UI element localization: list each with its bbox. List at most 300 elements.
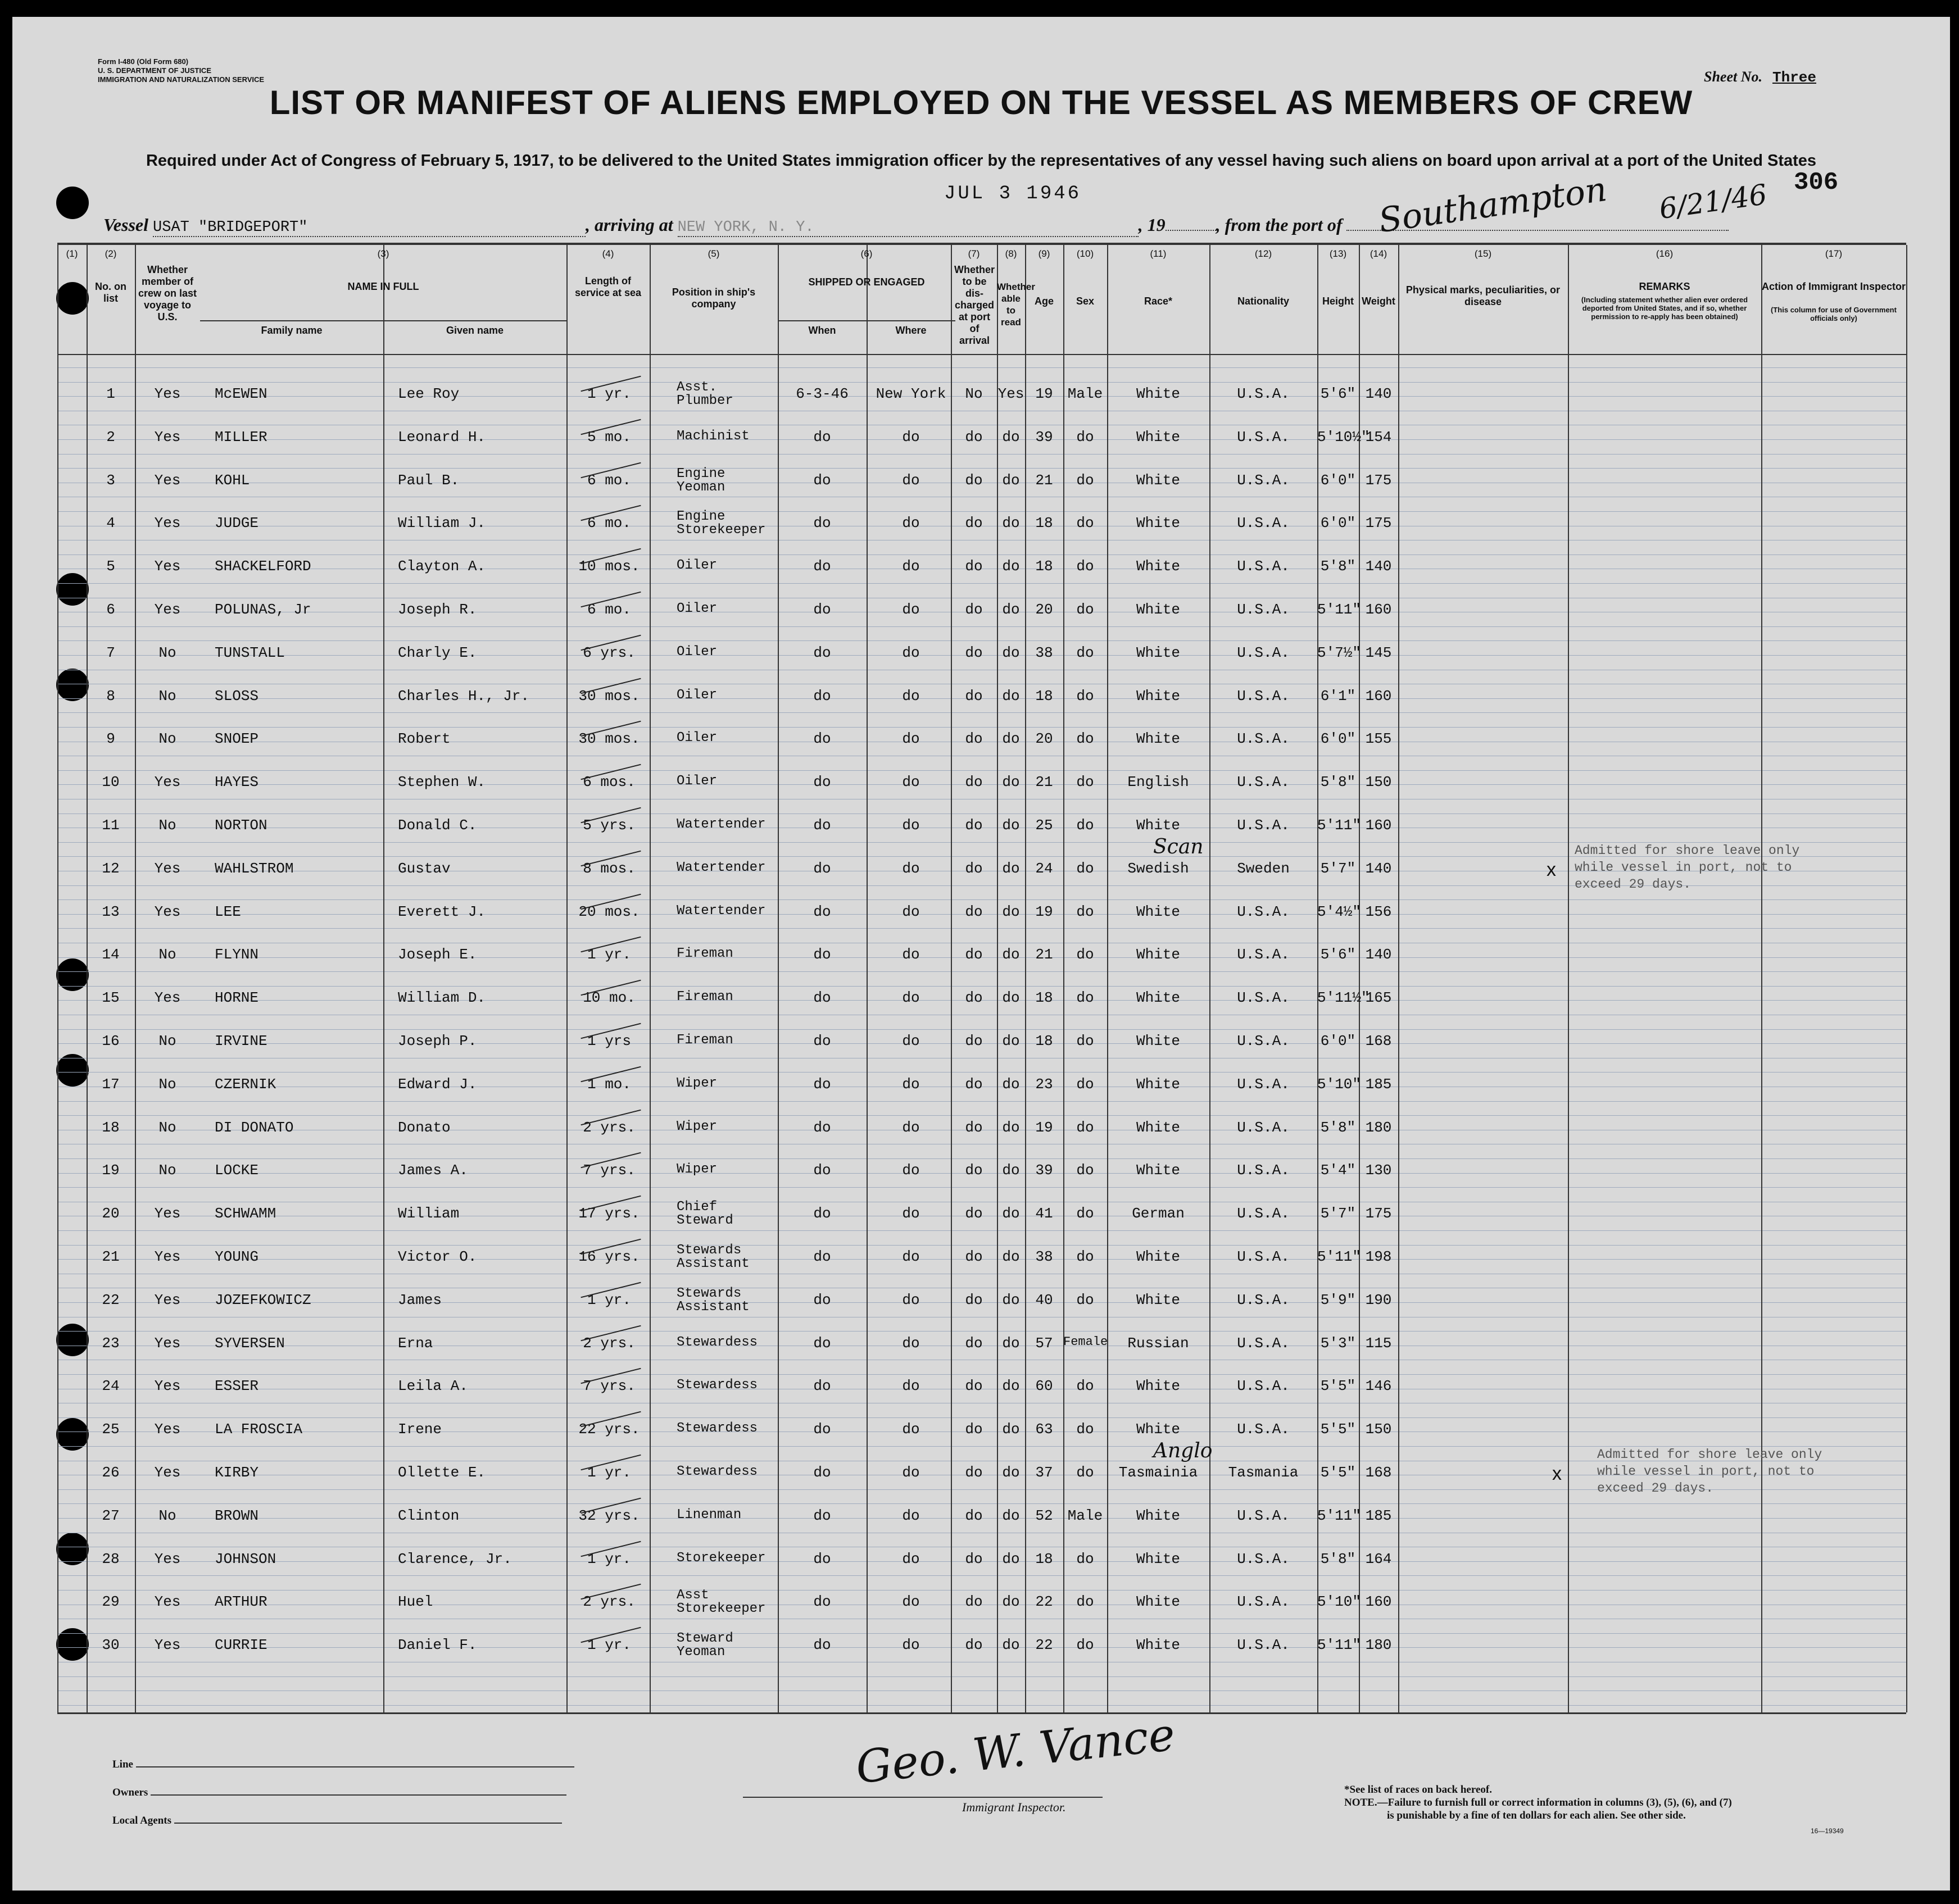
owners-label: Owners [112,1787,148,1798]
shipped-header-rule [778,320,955,321]
position-line: Fireman [677,1033,733,1048]
ledger-line [57,1374,1906,1375]
cell-height: 5'4½" [1317,903,1362,920]
cell-age: 18 [1035,558,1053,575]
column-number: (4) [602,248,614,259]
cell-disch: do [965,558,983,575]
remark-entry [1575,842,1799,893]
cell-member: Yes [154,774,181,791]
note-line: is punishable by a fine of ten dollars for each alien. See other side. [1387,1810,1686,1821]
ledger-line [57,1245,1906,1246]
cell-length: 17 yrs. [578,1205,640,1223]
cell-age: 21 [1035,471,1053,489]
position-line: Storekeeper [677,522,766,538]
cell-height: 6'0" [1320,730,1356,748]
cell-length: 32 yrs. [578,1507,640,1524]
position-line: Watertender [677,817,766,832]
cell-nat: U.S.A. [1237,1248,1290,1265]
column-number: (11) [1150,248,1167,259]
cell-age: 18 [1035,989,1053,1007]
cell-position [677,1163,778,1176]
cell-height: 5'3" [1320,1334,1356,1352]
cell-read: do [1002,1550,1020,1567]
position-line: Machinist [677,428,750,444]
cell-family: SCHWAMM [215,1205,276,1223]
cell-member: Yes [154,860,181,877]
cell-race: White [1136,1637,1180,1654]
cell-read: do [1002,1033,1020,1049]
punch-hole [56,1324,89,1356]
form-id-line: IMMIGRATION AND NATURALIZATION SERVICE [98,75,265,84]
cell-no: 22 [102,1291,120,1308]
cell-no: 2 [106,428,115,446]
cell-length: 6 mo. [587,471,631,489]
cell-race: White [1136,558,1180,575]
cell-given: Ollette E. [398,1464,486,1481]
column-number: (2) [105,248,117,259]
cell-disch: do [965,860,983,877]
ledger-line [57,382,1906,383]
cell-weight: 168 [1365,1033,1392,1049]
cell-where: do [902,1378,920,1395]
ledger-line [57,1158,1906,1159]
cell-no: 1 [106,385,115,402]
cell-age: 23 [1035,1075,1053,1093]
cell-disch: do [965,817,983,834]
cell-read: do [1002,1291,1020,1308]
cell-length: 5 yrs. [583,817,636,834]
agents-label: Local Agents [112,1815,172,1826]
cell-weight: 175 [1365,471,1392,489]
cell-age: 41 [1035,1205,1053,1223]
cell-race: Swedish [1127,860,1189,877]
cell-age: 18 [1035,515,1053,532]
signature-line [743,1797,1103,1798]
ledger-line [57,1590,1906,1591]
cell-length: 1 yr. [587,1291,631,1308]
cell-read: do [1002,1464,1020,1481]
cell-family: SLOSS [215,687,259,705]
cell-when: do [813,860,831,877]
column-rule [951,245,952,1712]
line-label: Line [112,1758,133,1770]
column-rule [997,245,998,1712]
cell-length: 1 mo. [587,1075,631,1093]
cell-when: do [813,1550,831,1567]
cell-race: White [1136,515,1180,532]
cell-given: William J. [398,515,486,532]
column-rule [87,245,88,1712]
cell-where: do [902,644,920,661]
cell-family: JOZEFKOWICZ [215,1291,311,1308]
cell-position [677,1287,778,1314]
cell-nat: U.S.A. [1237,1378,1290,1395]
header-family-name: Family name [261,325,323,336]
header-action: Action of Immigrant Inspector [1761,281,1906,292]
cell-disch: do [965,428,983,446]
cell-age: 52 [1035,1507,1053,1524]
cell-no: 24 [102,1378,120,1395]
cell-length: 6 yrs. [583,644,636,661]
cell-position [677,1465,778,1479]
cell-length: 1 yrs [587,1033,631,1049]
cell-position [677,689,778,702]
cell-nat: U.S.A. [1237,1119,1290,1136]
cell-height: 5'10" [1317,1593,1362,1611]
cell-weight: 140 [1365,558,1392,575]
cell-when: do [813,1637,831,1654]
cell-where: do [902,1637,920,1654]
cell-when: do [813,817,831,834]
cell-sex: do [1076,1205,1094,1223]
cell-age: 40 [1035,1291,1053,1308]
cell-member: Yes [154,989,181,1007]
header-position: Position in ship's company [672,287,756,310]
column-number: (12) [1254,248,1272,259]
cell-given: Clarence, Jr. [398,1550,512,1567]
cell-age: 20 [1035,601,1053,618]
cell-position [677,990,778,1004]
cell-nat: U.S.A. [1237,1033,1290,1049]
cell-no: 28 [102,1550,120,1567]
column-rule [1568,245,1569,1712]
position-line: Wiper [677,1162,718,1178]
cell-member: No [158,1119,176,1136]
cell-race: Tasmainia [1118,1464,1198,1481]
position-line: Stewards [677,1285,742,1301]
cell-length: 2 yrs. [583,1593,636,1611]
cell-weight: 160 [1365,1593,1392,1611]
column-number: (1) [66,248,78,259]
cell-position [677,1120,778,1134]
cell-length: 10 mos. [578,558,640,575]
cell-where: do [902,946,920,964]
cell-no: 15 [102,989,120,1007]
ledger-line [57,770,1906,771]
cell-height: 5'11" [1317,1507,1362,1524]
cell-length: 6 mo. [587,515,631,532]
cell-nat: U.S.A. [1237,601,1290,618]
cell-length: 30 mos. [578,687,640,705]
column-number: (9) [1038,248,1050,259]
cell-member: Yes [154,385,181,402]
cell-no: 8 [106,687,115,705]
cell-when: do [813,1075,831,1093]
cell-weight: 160 [1365,817,1392,834]
cell-race: White [1136,903,1180,920]
cell-nat: U.S.A. [1237,903,1290,920]
cell-disch: do [965,1248,983,1265]
cell-read: do [1002,1637,1020,1654]
cell-race: White [1136,1033,1180,1049]
cell-position [677,510,778,537]
cell-race: White [1136,817,1180,834]
cell-family: HAYES [215,774,259,791]
column-number: (14) [1370,248,1387,259]
cell-nat: U.S.A. [1237,1421,1290,1438]
cell-sex: do [1076,471,1094,489]
cell-sex: Female [1063,1334,1108,1349]
cell-position [677,1034,778,1047]
cell-member: Yes [154,1550,181,1567]
cell-age: 22 [1035,1637,1053,1654]
cell-nat: U.S.A. [1237,644,1290,661]
cell-where: do [902,1205,920,1223]
position-line: Fireman [677,946,733,962]
cell-when: do [813,903,831,920]
cell-weight: 146 [1365,1378,1392,1395]
cell-race: White [1136,1378,1180,1395]
ledger-line [57,1503,1906,1504]
cell-height: 5'8" [1320,1119,1356,1136]
cell-when: do [813,1464,831,1481]
ledger-line [57,583,1906,584]
cell-sex: do [1076,428,1094,446]
cell-length: 22 yrs. [578,1421,640,1438]
cell-length: 2 yrs. [583,1119,636,1136]
cell-member: No [158,644,176,661]
cell-weight: 140 [1365,946,1392,964]
column-rule [1398,245,1399,1712]
cell-age: 63 [1035,1421,1053,1438]
position-line: Stewardess [677,1421,758,1437]
cell-race: White [1136,1593,1180,1611]
cell-read: do [1002,428,1020,446]
date-handwritten: 6/21/46 [1657,178,1769,226]
cell-no: 16 [102,1033,120,1049]
position-line: Fireman [677,989,733,1005]
cell-read: do [1002,1248,1020,1265]
cell-race: White [1136,1162,1180,1179]
position-line: Assistant [677,1299,750,1315]
cell-sex: do [1076,1075,1094,1093]
cell-family: ESSER [215,1378,259,1395]
cell-where: do [902,1291,920,1308]
cell-height: 5'5" [1320,1378,1356,1395]
cell-length: 1 yr. [587,1550,631,1567]
punch-hole [56,573,89,606]
cell-member: Yes [154,1291,181,1308]
cell-race: White [1136,1119,1180,1136]
cell-given: Everett J. [398,903,486,920]
cell-height: 5'11" [1317,1248,1362,1265]
cell-when: do [813,1507,831,1524]
cell-member: Yes [154,558,181,575]
cell-nat: U.S.A. [1237,558,1290,575]
cell-race: German [1132,1205,1185,1223]
cell-family: SYVERSEN [215,1334,285,1352]
cell-no: 14 [102,946,120,964]
ledger-line [57,1417,1906,1418]
cell-length: 20 mos. [578,903,640,920]
cell-age: 18 [1035,1550,1053,1567]
cell-when: do [813,1162,831,1179]
remark-entry [1597,1446,1822,1497]
cell-position [677,1379,778,1392]
cell-sex: do [1076,644,1094,661]
cell-age: 20 [1035,730,1053,748]
position-line: Stewardess [677,1334,758,1350]
cell-age: 57 [1035,1334,1053,1352]
cell-weight: 164 [1365,1550,1392,1567]
cell-when: 6-3-46 [796,385,849,402]
cell-weight: 185 [1365,1507,1392,1524]
cell-family: IRVINE [215,1033,267,1049]
cell-position [677,775,778,788]
cell-age: 24 [1035,860,1053,877]
handwritten-race: Anglo [1153,1439,1213,1462]
position-line: Engine [677,466,725,481]
cell-nat: U.S.A. [1237,471,1290,489]
cell-when: do [813,1378,831,1395]
cell-height: 5'6" [1320,946,1356,964]
footer-notes [1344,1783,1732,1822]
form-id [98,57,264,84]
cell-weight: 156 [1365,903,1392,920]
cell-given: Paul B. [398,471,460,489]
cell-position [677,818,778,831]
cell-member: Yes [154,1378,181,1395]
cell-weight: 180 [1365,1119,1392,1136]
cell-when: do [813,515,831,532]
cell-no: 17 [102,1075,120,1093]
cell-given: Joseph R. [398,601,477,618]
position-line: Yeoman [677,479,725,495]
form-code: 16—19349 [1811,1827,1844,1835]
cell-no: 19 [102,1162,120,1179]
cell-length: 7 yrs. [583,1162,636,1179]
form-id-line: Form I-480 (Old Form 680) [98,57,189,66]
cell-length: 6 mo. [587,601,631,618]
position-line: Linenman [677,1507,742,1523]
cell-disch: do [965,687,983,705]
cell-weight: 160 [1365,687,1392,705]
header-remarks: REMARKS [1639,281,1690,292]
cell-disch: do [965,471,983,489]
cell-height: 5'8" [1320,1550,1356,1567]
cell-given: Lee Roy [398,385,460,402]
vessel-value: USAT "BRIDGEPORT" [153,219,586,237]
cell-race: White [1136,385,1180,402]
cell-no: 23 [102,1334,120,1352]
cell-age: 60 [1035,1378,1053,1395]
cell-given: William D. [398,989,486,1007]
cell-when: do [813,730,831,748]
column-rule [1317,245,1318,1712]
cell-sex: do [1076,1550,1094,1567]
cell-race: White [1136,471,1180,489]
cell-weight: 150 [1365,1421,1392,1438]
cell-when: do [813,601,831,618]
cell-sex: Male [1067,1507,1103,1524]
cell-when: do [813,946,831,964]
header-member: Whether member of crew on last voyage to U.S. [138,264,197,322]
cell-given: Edward J. [398,1075,477,1093]
cell-no: 13 [102,903,120,920]
note-line: *See list of races on back hereof. [1344,1784,1492,1796]
cell-where: do [902,1464,920,1481]
cell-when: do [813,1334,831,1352]
position-line: Watertender [677,860,766,875]
cell-member: Yes [154,1637,181,1654]
cell-nat: U.S.A. [1237,1593,1290,1611]
cell-length: 1 yr. [587,385,631,402]
cell-height: 5'5" [1320,1464,1356,1481]
cell-family: DI DONATO [215,1119,294,1136]
cell-position [677,646,778,659]
position-line: Stewardess [677,1464,758,1479]
cell-family: LOCKE [215,1162,259,1179]
cell-length: 1 yr. [587,1464,631,1481]
cell-disch: do [965,1550,983,1567]
column-number: (16) [1656,248,1674,259]
cell-sex: do [1076,774,1094,791]
line-field [112,1751,574,1779]
table-bottom-rule [57,1712,1906,1714]
cell-length: 5 mo. [587,428,631,446]
cell-position [677,1422,778,1435]
cell-no: 3 [106,471,115,489]
cell-read: Yes [997,385,1024,402]
cell-race: White [1136,1291,1180,1308]
cell-sex: do [1076,1464,1094,1481]
table-top-rule [57,243,1906,245]
cell-height: 5'4" [1320,1162,1356,1179]
column-rule [1906,245,1907,1712]
column-number: (10) [1076,248,1094,259]
cell-when: do [813,1033,831,1049]
cell-disch: do [965,1593,983,1611]
cell-family: NORTON [215,817,267,834]
cell-no: 26 [102,1464,120,1481]
cell-race: White [1136,428,1180,446]
from-port-handwritten: Southampton [1376,169,1609,241]
cell-family: LEE [215,903,241,920]
cell-no: 21 [102,1248,120,1265]
cell-family: CZERNIK [215,1075,276,1093]
handwritten-race: Scan [1153,835,1204,858]
cell-race: Russian [1127,1334,1189,1352]
cell-given: Victor O. [398,1248,477,1265]
position-line: Oiler [677,601,718,616]
cell-member: Yes [154,1205,181,1223]
header-race: Race* [1144,296,1173,307]
cell-age: 39 [1035,1162,1053,1179]
cell-read: do [1002,644,1020,661]
cell-nat: U.S.A. [1237,515,1290,532]
punch-hole [56,187,89,219]
cell-family: KIRBY [215,1464,259,1481]
cell-given: Huel [398,1593,433,1611]
cell-read: do [1002,471,1020,489]
cell-age: 37 [1035,1464,1053,1481]
cell-sex: Male [1067,385,1103,402]
cell-weight: 160 [1365,601,1392,618]
cell-height: 5'11½" [1317,989,1370,1007]
cell-when: do [813,1291,831,1308]
cell-position [677,1508,778,1522]
cell-where: do [902,515,920,532]
column-number: (8) [1005,248,1017,259]
cell-nat: U.S.A. [1237,1205,1290,1223]
cell-age: 38 [1035,644,1053,661]
cell-given: Irene [398,1421,442,1438]
cell-when: do [813,1248,831,1265]
ledger-line [57,1575,1906,1576]
cell-nat: U.S.A. [1237,989,1290,1007]
cell-given: Charles H., Jr. [398,687,530,705]
cell-position [677,1632,778,1659]
